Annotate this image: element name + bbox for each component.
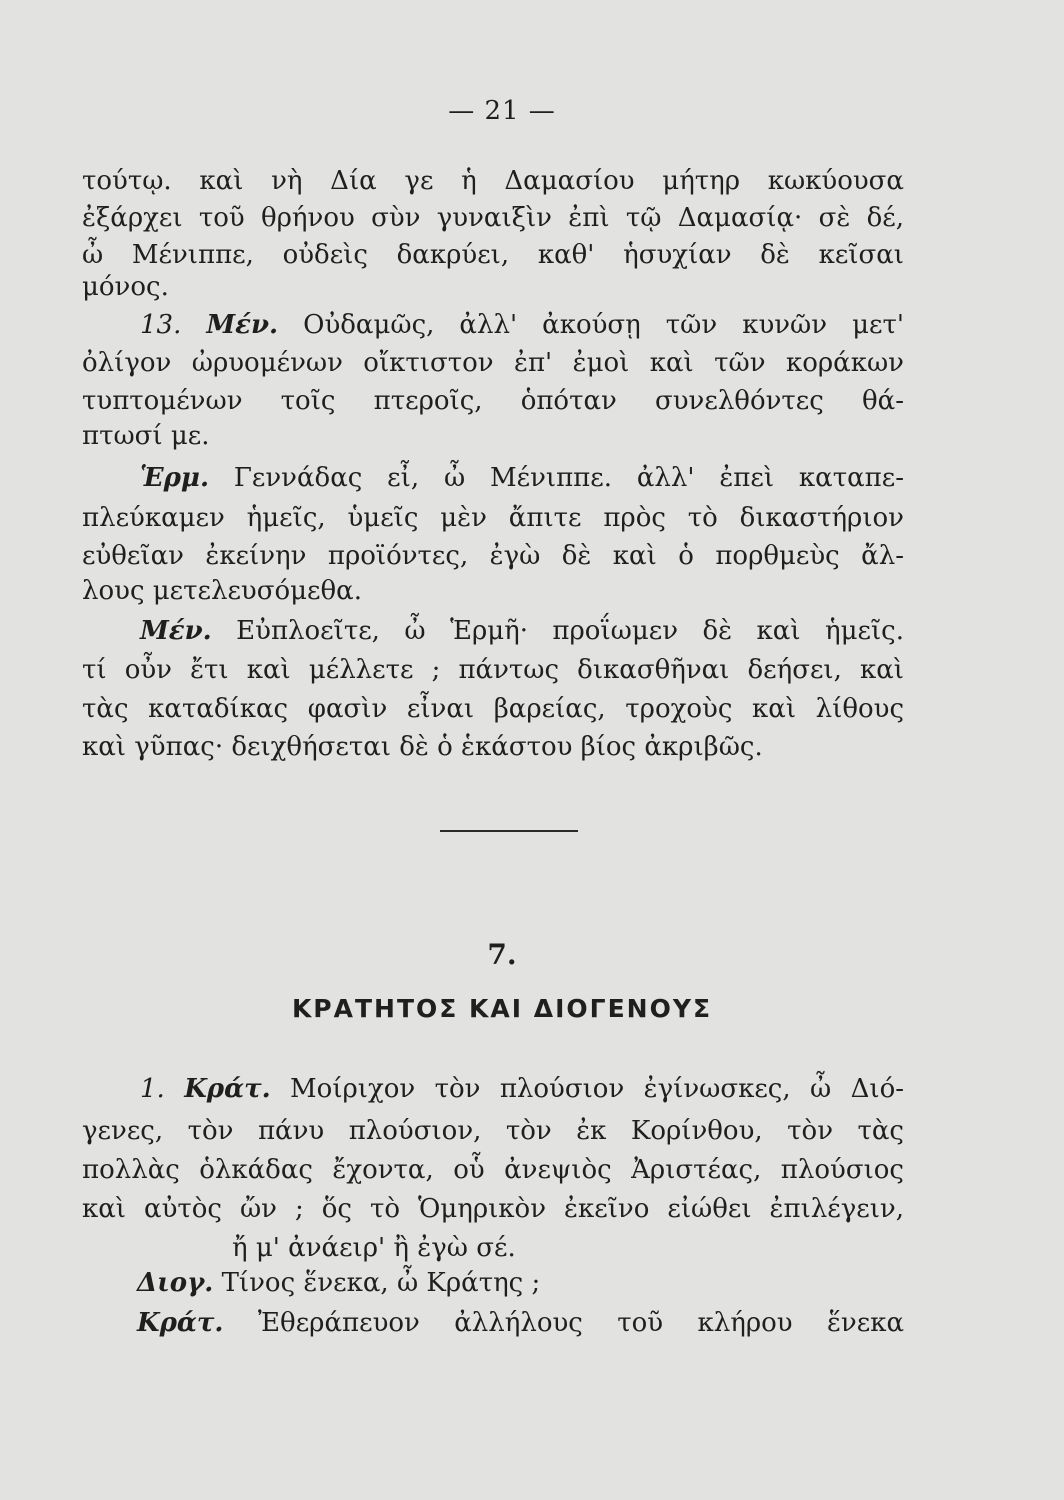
speaker-label: Διογ. (137, 1268, 214, 1298)
text-line: τί οὖν ἔτι καὶ μέλλετε ; πάντως δικασθῆναι δεήσει, καὶ (82, 655, 904, 685)
paragraph-number: 1. (140, 1074, 165, 1104)
speaker-label: Κράτ. (184, 1074, 271, 1104)
text-line: Ἑρμ. Γεννάδας εἶ, ὦ Μένιππε. ἀλλ' ἐπεὶ καταπε- (140, 463, 904, 493)
text-line: ἐξάρχει τοῦ θρήνου σὺν γυναιξὶν ἐπὶ τῷ Δαμασίᾳ· σὲ δέ, (82, 203, 904, 233)
text-line: Κράτ. Ἐθεράπευον ἀλλήλους τοῦ κλήρου ἕνεκα (137, 1308, 905, 1338)
text-line: καὶ γῦπας· δειχθήσεται δὲ ὁ ἑκάστου βίος ἀκριβῶς. (82, 732, 763, 762)
section-title: ΚΡΑΤΗΤΟΣ ΚΑΙ ΔΙΟΓΕΝΟΥΣ (291, 994, 713, 1023)
text-line: 13. Μέν. Οὐδαμῶς, ἀλλ' ἀκούσῃ τῶν κυνῶν μετ' (140, 310, 905, 340)
section-divider (440, 830, 578, 832)
paragraph-number: 13. (140, 310, 182, 340)
text-line: πλεύκαμεν ἡμεῖς, ὑμεῖς μὲν ἄπιτε πρὸς τὸ δικαστήριον (82, 503, 904, 533)
verse-quote: ἤ μ' ἀνάειρ' ἢ ἐγὼ σέ. (232, 1233, 516, 1263)
text-line: πτωσί με. (82, 421, 210, 451)
text-line: καὶ αὐτὸς ὤν ; ὅς τὸ Ὁμηρικὸν ἐκεῖνο εἰώθει ἐπιλέγειν, (82, 1194, 904, 1224)
page-number: — 21 — (448, 96, 556, 126)
text-line: ὦ Μένιππε, οὐδεὶς δακρύει, καθ' ἡσυχίαν δὲ κεῖσαι (82, 240, 904, 270)
text-line: λους μετελευσόμεθα. (82, 576, 362, 606)
text-line: ὀλίγον ὠρυομένων οἴκτιστον ἐπ' ἐμοὶ καὶ τῶν κοράκων (82, 348, 904, 378)
speaker-label: Μέν. (140, 616, 212, 646)
text-line: Διογ. Τίνος ἕνεκα, ὦ Κράτης ; (137, 1268, 541, 1298)
text-line: εὐθεῖαν ἐκείνην προϊόντες, ἐγὼ δὲ καὶ ὁ πορθμεὺς ἄλ- (82, 541, 904, 571)
text-line: Μέν. Εὐπλοεῖτε, ὦ Ἑρμῆ· προΐωμεν δὲ καὶ ἡμεῖς. (140, 616, 904, 646)
text-line: τυπτομένων τοῖς πτεροῖς, ὁπόταν συνελθόντες θά- (82, 386, 904, 416)
text-line: μόνος. (82, 272, 169, 302)
speaker-label: Ἑρμ. (140, 463, 209, 493)
speaker-label: Μέν. (206, 310, 279, 340)
speaker-label: Κράτ. (137, 1308, 224, 1338)
text-line: γενες, τὸν πάνυ πλούσιον, τὸν ἐκ Κορίνθου, τὸν τὰς (82, 1116, 904, 1146)
section-number: 7. (487, 938, 517, 971)
text-line: τὰς καταδίκας φασὶν εἶναι βαρείας, τροχοὺς καὶ λίθους (82, 694, 904, 724)
text-line: πολλὰς ὁλκάδας ἔχοντα, οὗ ἀνεψιὸς Ἀριστέας, πλούσιος (82, 1155, 904, 1185)
text-line: τούτῳ. καὶ νὴ Δία γε ἡ Δαμασίου μήτηρ κωκύουσα (82, 166, 904, 196)
text-line: 1. Κράτ. Μοίριχον τὸν πλούσιον ἐγίνωσκες, ὦ Διό- (140, 1074, 905, 1104)
